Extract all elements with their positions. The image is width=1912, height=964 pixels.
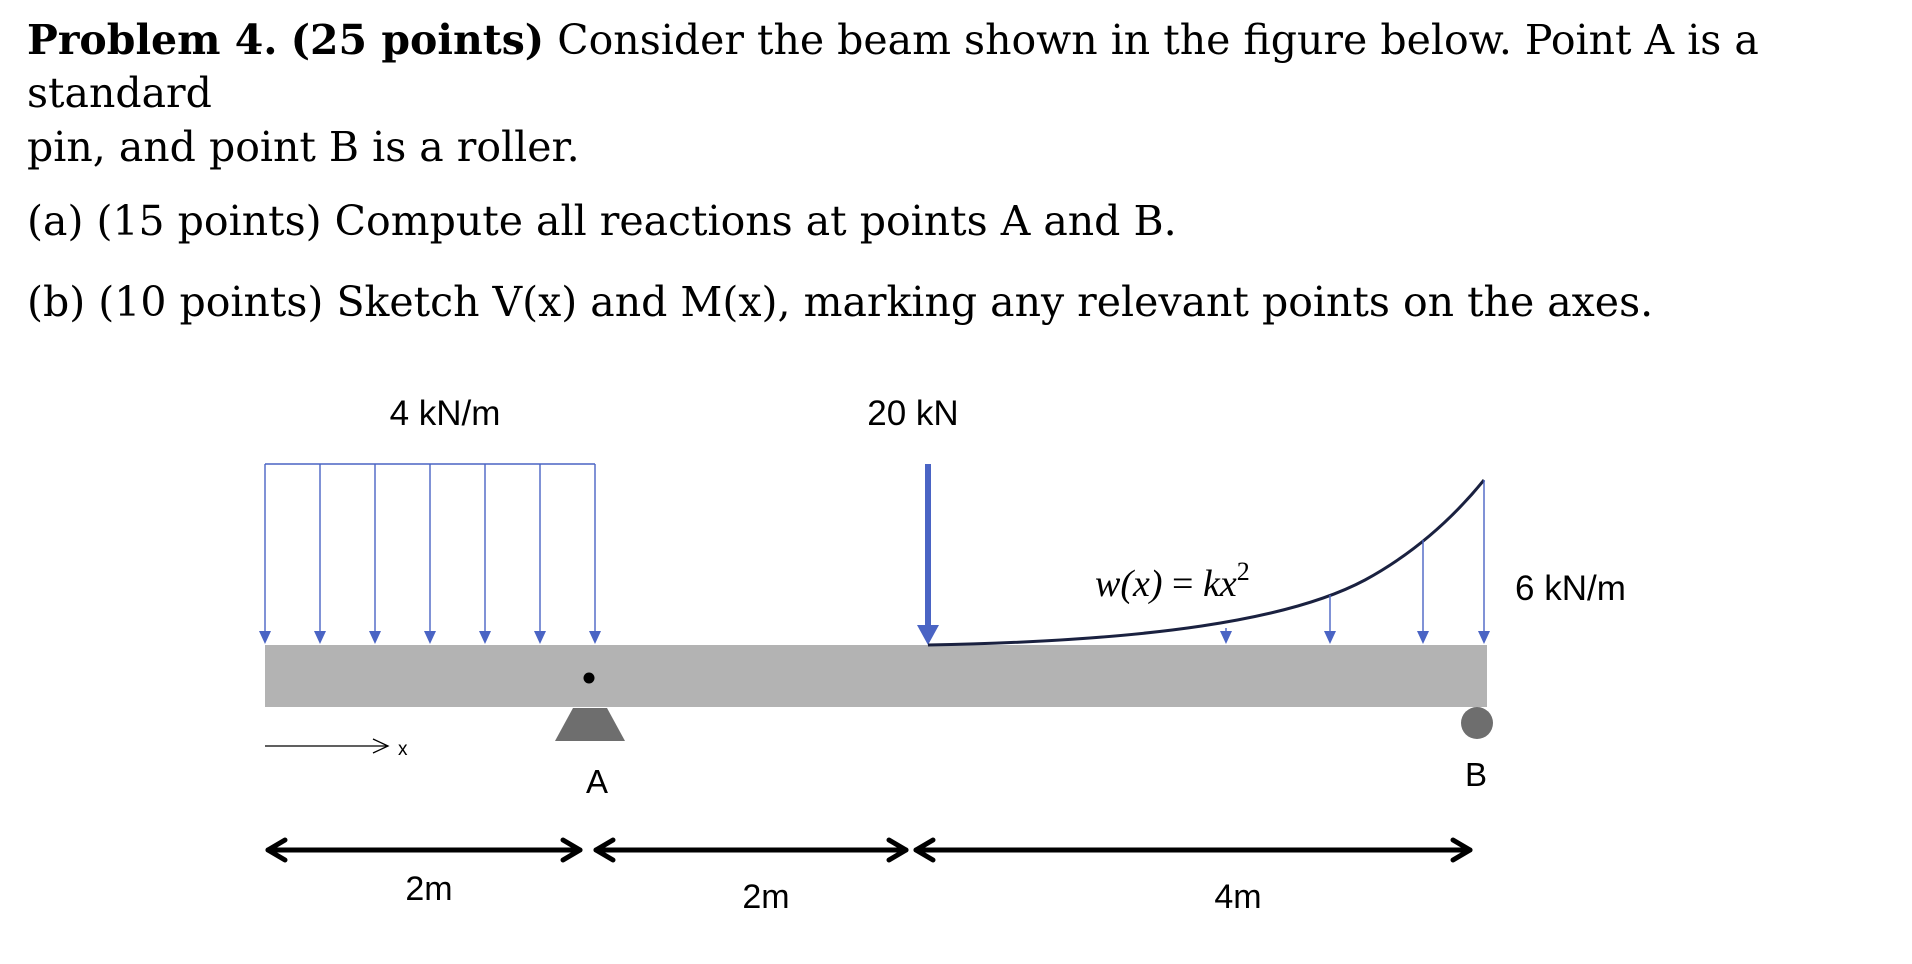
- support-a-label: A: [585, 763, 609, 800]
- distributed-load-arrows: [259, 464, 601, 644]
- problem-points: (25 points): [290, 16, 545, 64]
- load-function-label: $w(x) = kx^2$: [1095, 557, 1250, 605]
- dimension-label-3: 4m: [1214, 878, 1262, 916]
- dimension-arrow-1: [268, 840, 580, 860]
- dimension-lines: [268, 840, 1470, 860]
- part-b: (b) (10 points) Sketch V(x) and M(x), marking any relevant points on the axes.: [27, 278, 1654, 326]
- distributed-load-label: 4 kN/m: [389, 394, 501, 433]
- part-a: (a) (15 points) Compute all reactions at points A and B.: [27, 197, 1177, 245]
- point-load-arrow: [917, 464, 939, 645]
- problem-number: Problem 4.: [27, 16, 278, 64]
- quadratic-load-arrows: [1220, 480, 1490, 644]
- dimension-arrow-3: [916, 840, 1470, 860]
- problem-statement-1: Consider the beam shown in the figure below. Point A is a standard: [27, 16, 1759, 118]
- support-b-label: B: [1464, 756, 1488, 793]
- beam: [265, 645, 1487, 707]
- x-axis-arrow: [265, 739, 388, 753]
- x-axis-label: x: [398, 739, 408, 760]
- dimension-label-1: 2m: [405, 870, 453, 908]
- end-load-label: 6 kN/m: [1515, 569, 1626, 608]
- dimension-arrow-2: [596, 840, 906, 860]
- roller-support-b: [1461, 707, 1493, 739]
- dimension-label-2: 2m: [742, 878, 790, 916]
- problem-statement-line-2: pin, and point B is a roller.: [27, 122, 580, 171]
- point-load-label: 20 kN: [867, 394, 959, 433]
- distributed-load: [259, 464, 601, 644]
